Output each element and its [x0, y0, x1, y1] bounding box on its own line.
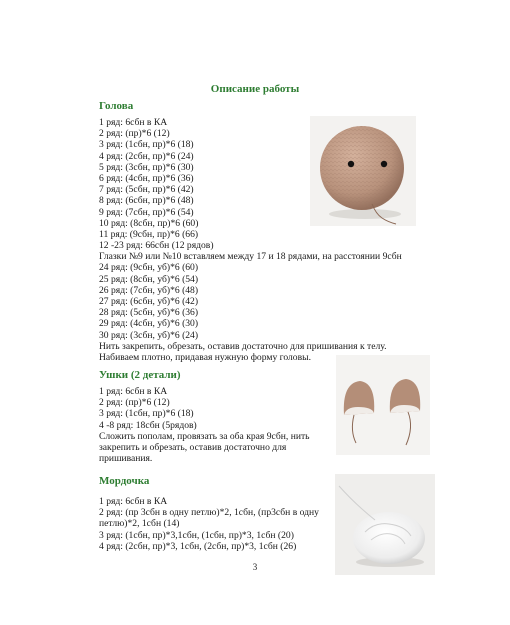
ears-instruction-line: 1 ряд: 6сбн в КА	[99, 386, 168, 397]
section-heading-muzzle: Мордочка	[99, 475, 150, 487]
ears-instruction-line: 2 ряд: (пр)*6 (12)	[99, 397, 170, 409]
head-instruction-line: 29 ряд: (4сбн, уб)*6 (30)	[99, 318, 199, 330]
head-instruction-line: 28 ряд: (5сбн, уб)*6 (36)	[99, 307, 199, 319]
muzzle-instruction-line: 3 ряд: (1сбн, пр)*3,1сбн, (1сбн, пр)*3, 1сбн (20)	[99, 529, 294, 541]
page-number: 3	[252, 562, 258, 572]
ears-instruction-line: 3 ряд: (1сбн, пр)*6 (18)	[99, 408, 194, 420]
head-instruction-line: Нить закрепить, обрезать, оставив достаточно для пришивания к телу.	[99, 340, 387, 352]
head-instruction-line: 30 ряд: (3сбн, уб)*6 (24)	[99, 329, 199, 341]
head-instruction-line: 7 ряд: (5сбн, пр)*6 (42)	[99, 184, 194, 196]
ears-instruction-line: пришивания.	[99, 453, 153, 465]
muzzle-instruction-line: петлю)*2, 1сбн (14)	[99, 518, 180, 530]
head-instruction-line: 4 ряд: (2сбн, пр)*6 (24)	[99, 150, 194, 162]
muzzle-instruction-line: 4 ряд: (2сбн, пр)*3, 1сбн, (2сбн, пр)*3, 1сбн (26)	[99, 540, 297, 552]
head-instruction-line: 1 ряд: 6сбн в КА	[99, 117, 168, 128]
photo-ears	[336, 355, 430, 455]
muzzle-instructions	[99, 496, 319, 552]
head-instruction-line: 25 ряд: (8сбн, уб)*6 (54)	[99, 273, 199, 285]
photo-muzzle	[335, 474, 435, 575]
head-instruction-line: 5 ряд: (3сбн, пр)*6 (30)	[99, 161, 194, 173]
section-heading-head: Голова	[99, 100, 134, 112]
head-instruction-line: 11 ряд: (9сбн, пр)*6 (66)	[99, 228, 199, 240]
head-instruction-line: 8 ряд: (6сбн, пр)*6 (48)	[99, 195, 194, 207]
muzzle-instruction-line: 2 ряд: (пр 3сбн в одну петлю)*2, 1сбн, (пр3сбн в одну	[99, 507, 319, 519]
head-instruction-line: Глазки №9 или №10 вставляем между 17 и 18 рядами, на расстоянии 9сбн	[99, 251, 402, 263]
head-instruction-line: 26 ряд: (7сбн, уб)*6 (48)	[99, 284, 199, 296]
document-title: Описание работы	[210, 83, 300, 95]
head-instruction-line: 24 ряд: (9сбн, уб)*6 (60)	[99, 262, 199, 274]
ears-instruction-line: 4 -8 ряд: 18сбн (5рядов)	[99, 419, 197, 431]
head-instruction-line: 6 ряд: (4сбн, пр)*6 (36)	[99, 172, 194, 184]
crochet-ears-image	[336, 355, 430, 455]
head-instruction-line: 10 ряд: (8сбн, пр)*6 (60)	[99, 217, 199, 229]
ears-instruction-line: закрепить и обрезать, оставив достаточно для	[99, 441, 287, 453]
head-instruction-line: 9 ряд: (7сбн, пр)*6 (54)	[99, 206, 194, 218]
head-instruction-line: 3 ряд: (1сбн, пр)*6 (18)	[99, 139, 194, 151]
ears-instruction-line: Сложить пополам, провязать за оба края 9сбн, нить	[99, 430, 310, 442]
muzzle-instruction-line: 1 ряд: 6сбн в КА	[99, 496, 168, 507]
head-instruction-line: 12 -23 ряд: 66сбн (12 рядов)	[99, 240, 214, 252]
photo-head	[310, 116, 416, 226]
crochet-muzzle-image	[335, 474, 435, 575]
head-instruction-line: Набиваем плотно, придавая нужную форму головы.	[99, 351, 311, 363]
crochet-head-image	[310, 116, 416, 226]
ears-instructions	[99, 386, 310, 464]
head-instruction-line: 2 ряд: (пр)*6 (12)	[99, 128, 170, 140]
section-heading-ears: Ушки (2 детали)	[99, 369, 181, 381]
head-instruction-line: 27 ряд: (6сбн, уб)*6 (42)	[99, 296, 199, 307]
